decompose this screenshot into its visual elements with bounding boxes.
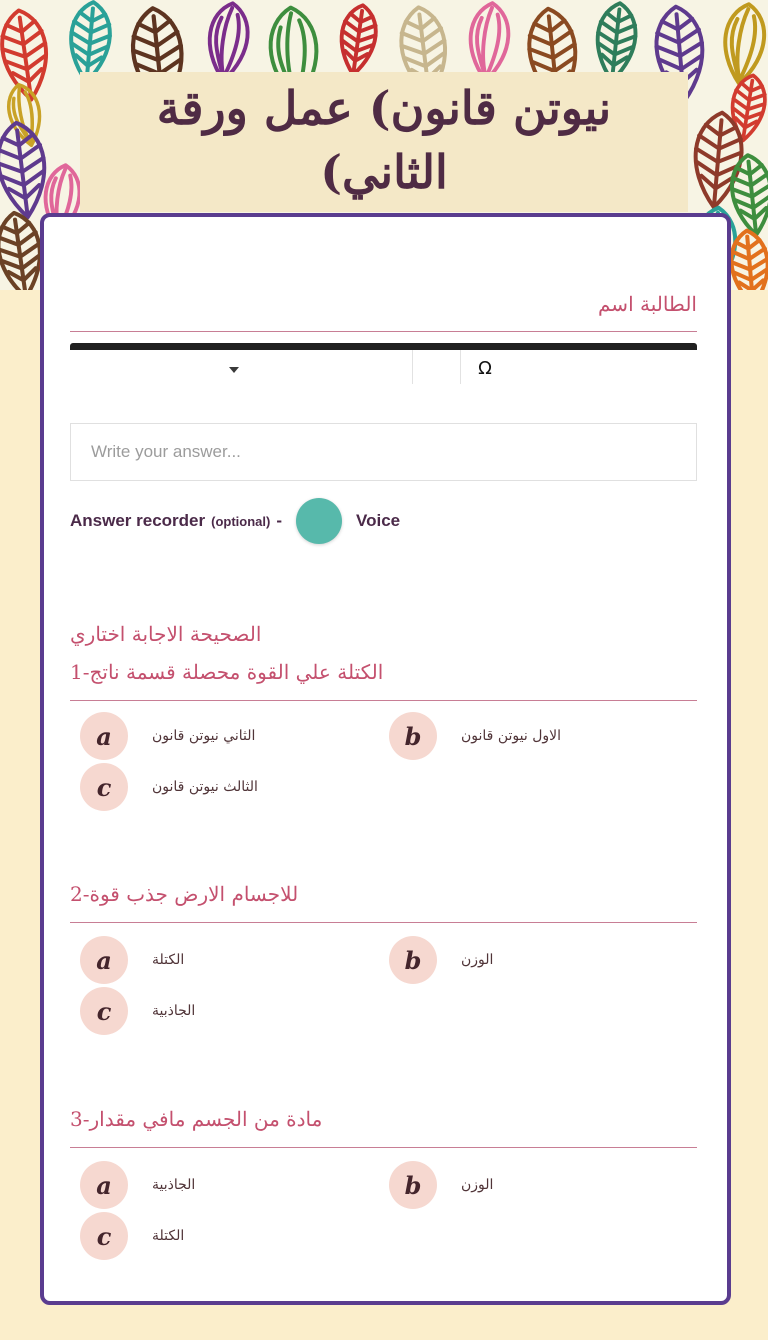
rich-text-answer-editor bbox=[70, 343, 697, 481]
paragraph-style-dropdown[interactable] bbox=[190, 354, 270, 384]
answer-recorder-label: Answer recorder bbox=[70, 511, 206, 530]
editor-top-bar bbox=[70, 343, 697, 350]
question-1-text: 1-ناتج‎ قسمة‎ محصلة‎ القوة‎ علي‎ الكتلة bbox=[70, 660, 384, 684]
option-letter-badge: b bbox=[389, 1161, 437, 1209]
toolbar-separator bbox=[412, 350, 413, 384]
option-label: الوزن bbox=[461, 1177, 494, 1193]
option-letter-badge: c bbox=[80, 1212, 128, 1260]
option-letter-badge: a bbox=[80, 712, 128, 760]
answer-recorder-optional-label: (optional) bbox=[211, 513, 271, 529]
option-label: الجاذبية bbox=[152, 1177, 196, 1193]
option-label: الوزن bbox=[461, 952, 494, 968]
option-label: قانون‎ نيوتن‎ الثالث bbox=[152, 779, 258, 795]
chevron-down-icon bbox=[229, 367, 239, 373]
question-3-option-c[interactable] bbox=[80, 1212, 184, 1260]
worksheet-title bbox=[80, 72, 688, 212]
question-2-divider bbox=[70, 922, 697, 923]
question-2-text: 2-قوة‎ جذب‎ الارض‎ للاجسام bbox=[70, 882, 299, 906]
option-letter-badge: a bbox=[80, 1161, 128, 1209]
question-1-option-a[interactable] bbox=[80, 712, 255, 760]
student-name-divider bbox=[70, 331, 697, 332]
editor-toolbar bbox=[70, 350, 697, 423]
question-3-option-b[interactable] bbox=[389, 1161, 493, 1209]
option-label: قانون‎ نيوتن‎ الثاني bbox=[152, 728, 256, 744]
answer-text-input[interactable] bbox=[70, 423, 697, 481]
toolbar-separator bbox=[460, 350, 461, 384]
question-1-option-c[interactable] bbox=[80, 763, 258, 811]
option-letter-badge: a bbox=[80, 936, 128, 984]
question-3-divider bbox=[70, 1147, 697, 1148]
option-letter-badge: c bbox=[80, 987, 128, 1035]
special-characters-button[interactable]: Ω bbox=[468, 353, 502, 383]
option-label: الكتلة bbox=[152, 1228, 185, 1244]
student-name-question-label: اسم‎ الطالبة bbox=[598, 292, 697, 316]
question-1-divider bbox=[70, 700, 697, 701]
question-2-option-b[interactable] bbox=[389, 936, 493, 984]
question-2-option-c[interactable] bbox=[80, 987, 195, 1035]
question-1-option-b[interactable] bbox=[389, 712, 561, 760]
quiz-instruction: اختاري‎ الاجابة‎ الصحيحة bbox=[70, 622, 262, 646]
question-2-option-a[interactable] bbox=[80, 936, 184, 984]
question-3-text: 3-مقدار‎ مافي‎ الجسم‎ من‎ مادة bbox=[70, 1107, 323, 1131]
question-3-option-a[interactable] bbox=[80, 1161, 195, 1209]
option-label: الجاذبية bbox=[152, 1003, 196, 1019]
answer-recorder-row bbox=[70, 498, 670, 544]
option-label: قانون‎ نيوتن‎ الاول bbox=[461, 728, 562, 744]
voice-label: Voice bbox=[356, 511, 401, 530]
answer-placeholder: Write your answer... bbox=[91, 442, 241, 461]
voice-record-button[interactable] bbox=[296, 498, 342, 544]
answer-recorder-dash: - bbox=[276, 511, 283, 530]
option-letter-badge: c bbox=[80, 763, 128, 811]
worksheet-card bbox=[40, 213, 731, 1305]
option-letter-badge: b bbox=[389, 936, 437, 984]
worksheet-title-line1: ورقة‎ عمل‎ (قانون‎ نيوتن bbox=[156, 81, 612, 135]
option-label: الكتلة bbox=[152, 952, 185, 968]
option-letter-badge: b bbox=[389, 712, 437, 760]
worksheet-title-line2: (الثاني bbox=[320, 145, 448, 199]
